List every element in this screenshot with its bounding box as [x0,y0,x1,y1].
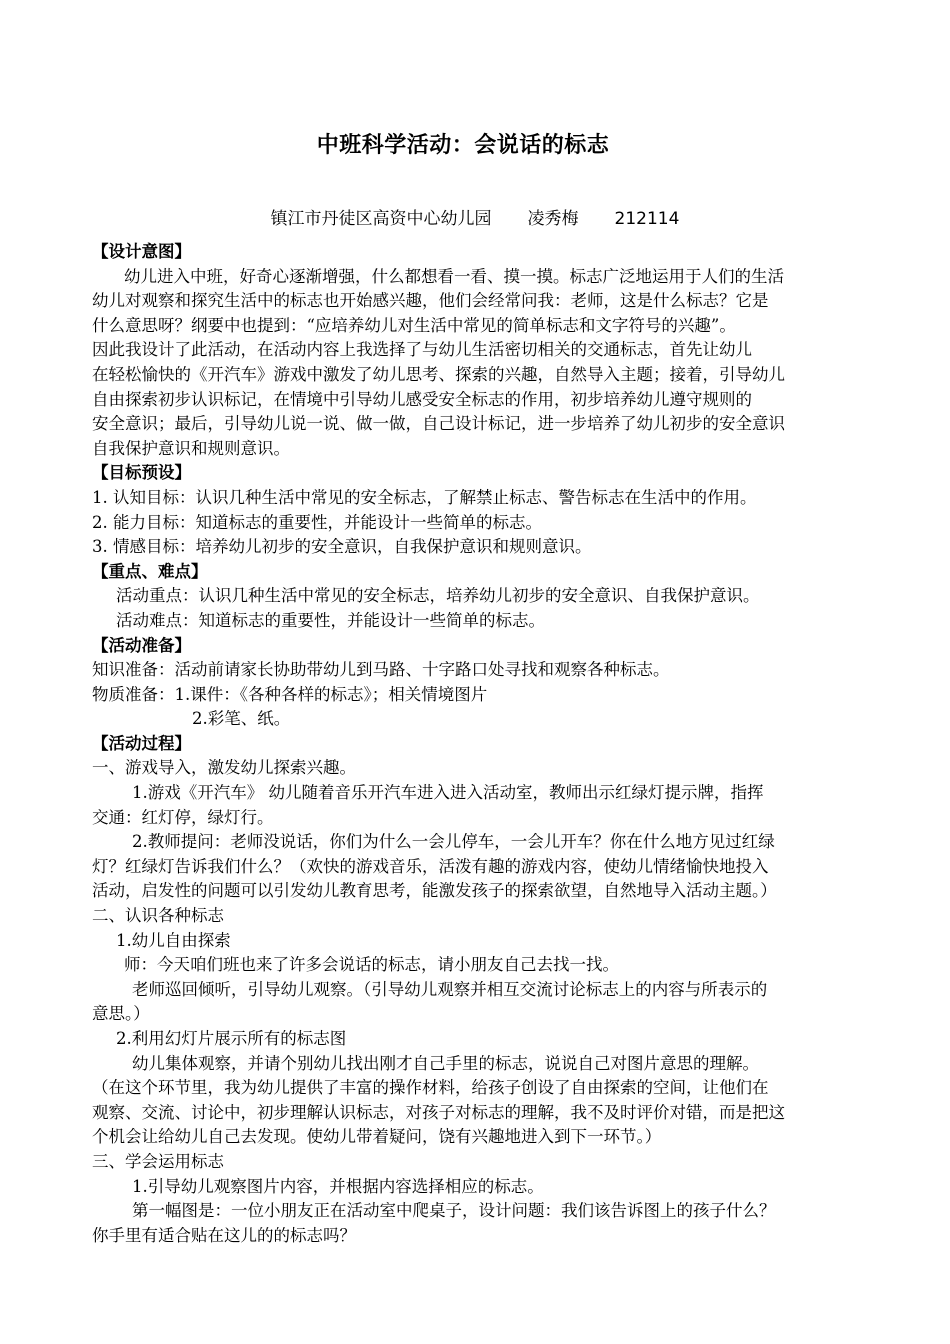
paragraph-line: 观察、交流、讨论中，初步理解认识标志，对孩子对标志的理解，我不及时评价对错，而是把这 [92,1102,785,1122]
paragraph-line: 因此我设计了此活动，在活动内容上我选择了与幼儿生活密切相关的交通标志，首先让幼儿 [92,340,752,360]
paragraph-line: 你手里有适合贴在这儿的的标志吗？ [92,1225,356,1245]
difficult-point: 活动难点：知道标志的重要性，并能设计一些简单的标志。 [116,610,545,630]
paragraph-line: 1.游戏《开汽车》 幼儿随着音乐开汽车进入进入活动室，教师出示红绿灯提示牌，指挥 [132,783,764,803]
key-point: 活动重点：认识几种生活中常见的安全标志，培养幼儿初步的安全意识、自我保护意识。 [116,586,760,606]
paragraph-line: 在轻松愉快的《开汽车》游戏中激发了幼儿思考、探索的兴趣，自然导入主题；接着，引导幼儿 [92,364,785,384]
paragraph-line: 知识准备：活动前请家长协助带幼儿到马路、十字路口处寻找和观察各种标志。 [92,660,670,680]
document-title: 中班科学活动：会说话的标志 [316,133,610,158]
paragraph-line: 师：今天咱们班也来了许多会说话的标志，请小朋友自己去找一找。 [124,955,619,975]
paragraph-line: （在这个环节里，我为幼儿提供了丰富的操作材料，给孩子创设了自由探索的空间，让他们在 [92,1078,769,1098]
paragraph-line: 幼儿集体观察，并请个别幼儿找出刚才自己手里的标志，说说自己对图片意思的理解。 [132,1053,759,1073]
paragraph-line: 自我保护意识和规则意识。 [92,438,290,458]
paragraph-line: 老师巡回倾听，引导幼儿观察。（引导幼儿观察并相互交流讨论标志上的内容与所表示的 [132,979,768,999]
document-body [92,240,862,1248]
goal-item: 3. 情感目标：培养幼儿初步的安全意识，自我保护意识和规则意识。 [92,537,592,557]
step-heading: 三、学会运用标志 [92,1151,224,1171]
step-heading: 二、认识各种标志 [92,906,224,926]
section-heading: 【活动过程】 [92,733,191,753]
author-school: 镇江市丹徒区高资中心幼儿园 [270,209,492,229]
section-heading: 【活动准备】 [92,635,191,655]
section-heading: 【设计意图】 [92,242,191,261]
paragraph-line: 幼儿对观察和探究生活中的标志也开始感兴趣，他们会经常问我：老师，这是什么标志？它是 [92,291,769,311]
paragraph-line: 什么意思呀？纲要中也提到：“应培养幼儿对生活中常见的简单标志和文字符号的兴趣”。 [92,315,736,335]
section-heading: 【目标预设】 [92,463,191,483]
paragraph-line: 活动，启发性的问题可以引发幼儿教育思考，能激发孩子的探索欲望，自然地导入活动主题。） [92,881,777,901]
author-name: 凌秀梅 [527,209,579,229]
step-heading: 一、游戏导入，激发幼儿探索兴趣。 [92,758,356,778]
paragraph-line: 安全意识；最后，引导幼儿说一说、做一做，自己设计标记，进一步培养了幼儿初步的安全意识 [92,414,785,434]
paragraph-line: 2.彩笔、纸。 [192,709,291,729]
paragraph-line: 幼儿进入中班，好奇心逐渐增强，什么都想看一看、摸一摸。标志广泛地运用于人们的生活 [124,266,784,286]
paragraph-line: 交通：红灯停，绿灯行。 [92,807,274,827]
paragraph-line: 2.教师提问：老师没说话，你们为什么一会儿停车，一会儿开车？你在什么地方见过红绿 [132,832,775,852]
section-heading: 【重点、难点】 [92,561,208,581]
paragraph-line: 2.利用幻灯片展示所有的标志图 [116,1029,347,1048]
goal-item: 1. 认知目标：认识几种生活中常见的安全标志，了解禁止标志、警告标志在生活中的作用。 [92,487,757,507]
author-code: 212114 [614,209,680,229]
paragraph-line: 1.幼儿自由探索 [116,930,231,950]
paragraph-line: 灯？红绿灯告诉我们什么？（欢快的游戏音乐，活泼有趣的游戏内容，使幼儿情绪愉快地投入 [92,856,769,876]
paragraph-line: 自由探索初步认识标记，在情境中引导幼儿感受安全标志的作用，初步培养幼儿遵守规则的 [92,389,752,409]
paragraph-line: 个机会让给幼儿自己去发现。使幼儿带着疑问，饶有兴趣地进入到下一环节。） [92,1127,662,1147]
paragraph-line: 1.引导幼儿观察图片内容，并根据内容选择相应的标志。 [132,1176,544,1196]
goal-item: 2. 能力目标：知道标志的重要性，并能设计一些简单的标志。 [92,512,542,532]
author-line [0,204,950,229]
paragraph-line: 第一幅图是：一位小朋友正在活动室中爬桌子，设计问题：我们该告诉图上的孩子什么？ [132,1201,776,1221]
paragraph-line: 物质准备：1.课件：《各种各样的标志》；相关情境图片 [92,684,488,704]
paragraph-line: 意思。） [92,1004,150,1024]
